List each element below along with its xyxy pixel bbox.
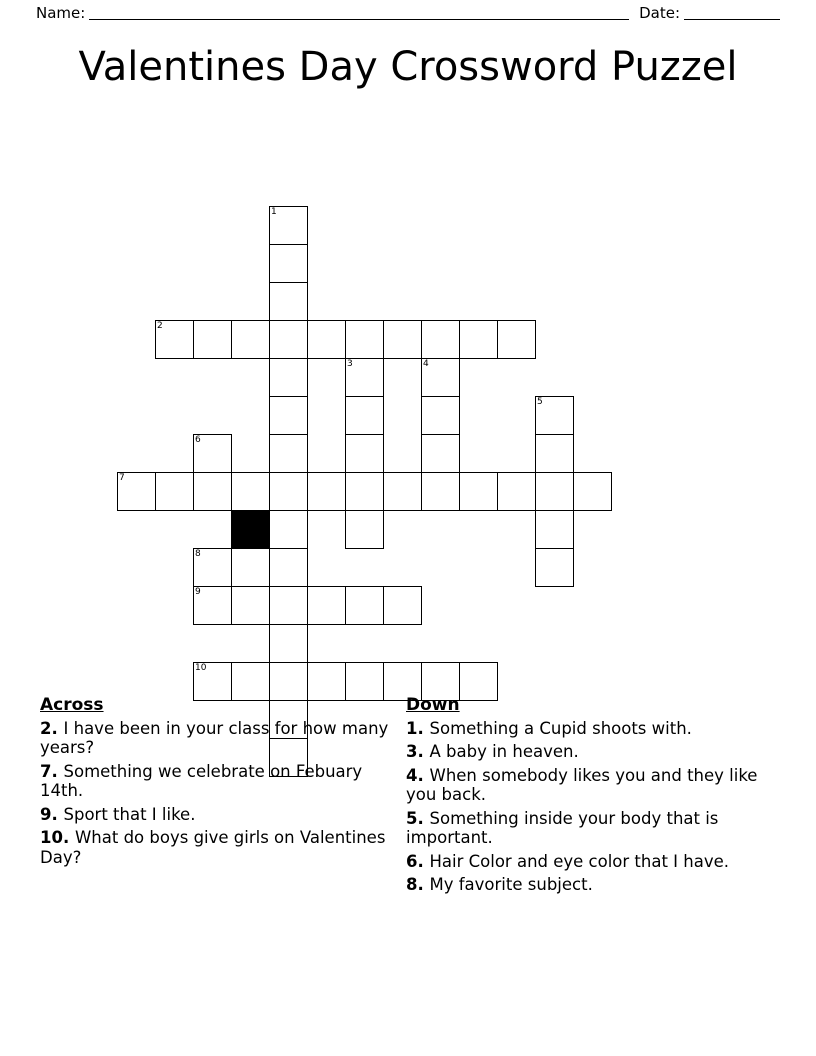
date-write-line[interactable] — [684, 5, 780, 20]
grid-cell[interactable] — [383, 472, 422, 511]
grid-cell[interactable] — [269, 586, 308, 625]
grid-cell[interactable] — [269, 434, 308, 473]
grid-cell[interactable] — [383, 586, 422, 625]
grid-cell[interactable] — [345, 358, 384, 397]
grid-cell[interactable] — [193, 320, 232, 359]
down-clue-number: 6. — [406, 851, 430, 871]
grid-cell[interactable] — [307, 586, 346, 625]
grid-cell[interactable] — [459, 472, 498, 511]
grid-cell[interactable] — [269, 244, 308, 283]
grid-cell-number: 5 — [537, 397, 543, 407]
across-clue — [40, 762, 406, 801]
grid-cell[interactable] — [345, 472, 384, 511]
grid-cell-number: 7 — [119, 473, 125, 483]
across-clue-text: I have been in your class for how many years? — [40, 719, 389, 758]
across-clue — [40, 828, 406, 867]
grid-cell[interactable] — [193, 548, 232, 587]
clues-section — [0, 695, 816, 899]
across-clue-number: 10. — [40, 828, 75, 848]
grid-cell[interactable] — [535, 434, 574, 473]
across-clue — [40, 719, 406, 758]
down-clue — [406, 875, 772, 894]
grid-cell[interactable] — [231, 586, 270, 625]
grid-cell-number: 1 — [271, 207, 277, 217]
grid-cell[interactable] — [421, 434, 460, 473]
grid-cell-number: 4 — [423, 359, 429, 369]
page-title: Valentines Day Crossword Puzzel — [78, 44, 738, 90]
grid-cell[interactable] — [155, 472, 194, 511]
across-clue — [40, 805, 406, 824]
down-column — [406, 695, 772, 899]
grid-cell-number: 6 — [195, 435, 201, 445]
grid-cell-blocked — [231, 510, 270, 549]
grid-cell[interactable] — [345, 434, 384, 473]
grid-cell[interactable] — [269, 548, 308, 587]
down-clue-number: 4. — [406, 765, 430, 785]
grid-cell[interactable] — [421, 472, 460, 511]
name-label: Name: — [36, 4, 86, 22]
grid-cell[interactable] — [307, 320, 346, 359]
date-label: Date: — [639, 4, 680, 22]
grid-cell[interactable] — [497, 320, 536, 359]
down-clue — [406, 742, 772, 761]
down-clue-text: Something inside your body that is important. — [406, 808, 719, 848]
grid-cell-number: 8 — [195, 549, 201, 559]
grid-cell-number: 2 — [157, 321, 163, 331]
across-clue-text: What do boys give girls on Valentines Day? — [40, 828, 386, 867]
grid-cell[interactable] — [421, 320, 460, 359]
down-clue-text: My favorite subject. — [429, 875, 593, 895]
down-clue — [406, 719, 772, 738]
down-clue-text: Hair Color and eye color that I have. — [429, 851, 730, 871]
down-clue-number: 3. — [406, 742, 430, 762]
down-clue-text: When somebody likes you and they like you back. — [406, 765, 758, 805]
grid-cell[interactable] — [307, 472, 346, 511]
down-clue-text: Something a Cupid shoots with. — [429, 719, 692, 738]
grid-cell-number: 3 — [347, 359, 353, 369]
grid-cell[interactable] — [535, 510, 574, 549]
grid-cell[interactable] — [269, 624, 308, 663]
grid-cell[interactable] — [383, 320, 422, 359]
grid-cell[interactable] — [269, 472, 308, 511]
across-clue-number: 9. — [40, 804, 64, 824]
grid-cell[interactable] — [535, 472, 574, 511]
grid-cell[interactable] — [421, 396, 460, 435]
grid-cell[interactable] — [269, 320, 308, 359]
grid-cell[interactable] — [345, 510, 384, 549]
grid-cell[interactable] — [421, 358, 460, 397]
grid-cell[interactable] — [345, 586, 384, 625]
grid-cell[interactable] — [269, 358, 308, 397]
grid-cell[interactable] — [155, 320, 194, 359]
across-clue-text: Something we celebrate on Febuary 14th. — [40, 761, 363, 801]
grid-cell-number: 10 — [195, 663, 207, 673]
down-clue-number: 1. — [406, 719, 430, 738]
down-clue-list — [406, 719, 772, 895]
down-clue — [406, 809, 772, 848]
across-clue-list — [40, 719, 406, 867]
down-clue-number: 8. — [406, 875, 430, 895]
grid-cell[interactable] — [193, 586, 232, 625]
down-clue — [406, 766, 772, 805]
name-write-line[interactable] — [89, 5, 629, 20]
grid-cell-number: 9 — [195, 587, 201, 597]
down-clue — [406, 852, 772, 871]
across-heading: Across — [40, 695, 104, 715]
grid-cell[interactable] — [269, 396, 308, 435]
grid-cell[interactable] — [573, 472, 612, 511]
down-heading: Down — [406, 695, 460, 715]
grid-cell[interactable] — [231, 320, 270, 359]
name-date-row — [0, 0, 816, 22]
grid-cell[interactable] — [193, 434, 232, 473]
grid-cell[interactable] — [193, 472, 232, 511]
grid-cell[interactable] — [345, 396, 384, 435]
grid-cell[interactable] — [269, 206, 308, 245]
grid-cell[interactable] — [345, 320, 384, 359]
grid-cell[interactable] — [269, 282, 308, 321]
grid-cell[interactable] — [497, 472, 536, 511]
down-clue-number: 5. — [406, 808, 430, 828]
across-clue-number: 7. — [40, 761, 64, 781]
grid-cell[interactable] — [535, 548, 574, 587]
grid-cell[interactable] — [231, 472, 270, 511]
grid-cell[interactable] — [269, 510, 308, 549]
grid-cell[interactable] — [117, 472, 156, 511]
across-clue-text: Sport that I like. — [63, 804, 196, 824]
grid-cell[interactable] — [459, 320, 498, 359]
across-clue-number: 2. — [40, 719, 64, 738]
crossword-grid — [0, 96, 816, 686]
grid-cell[interactable] — [535, 396, 574, 435]
down-clue-text: A baby in heaven. — [429, 742, 579, 762]
across-column — [40, 695, 406, 899]
